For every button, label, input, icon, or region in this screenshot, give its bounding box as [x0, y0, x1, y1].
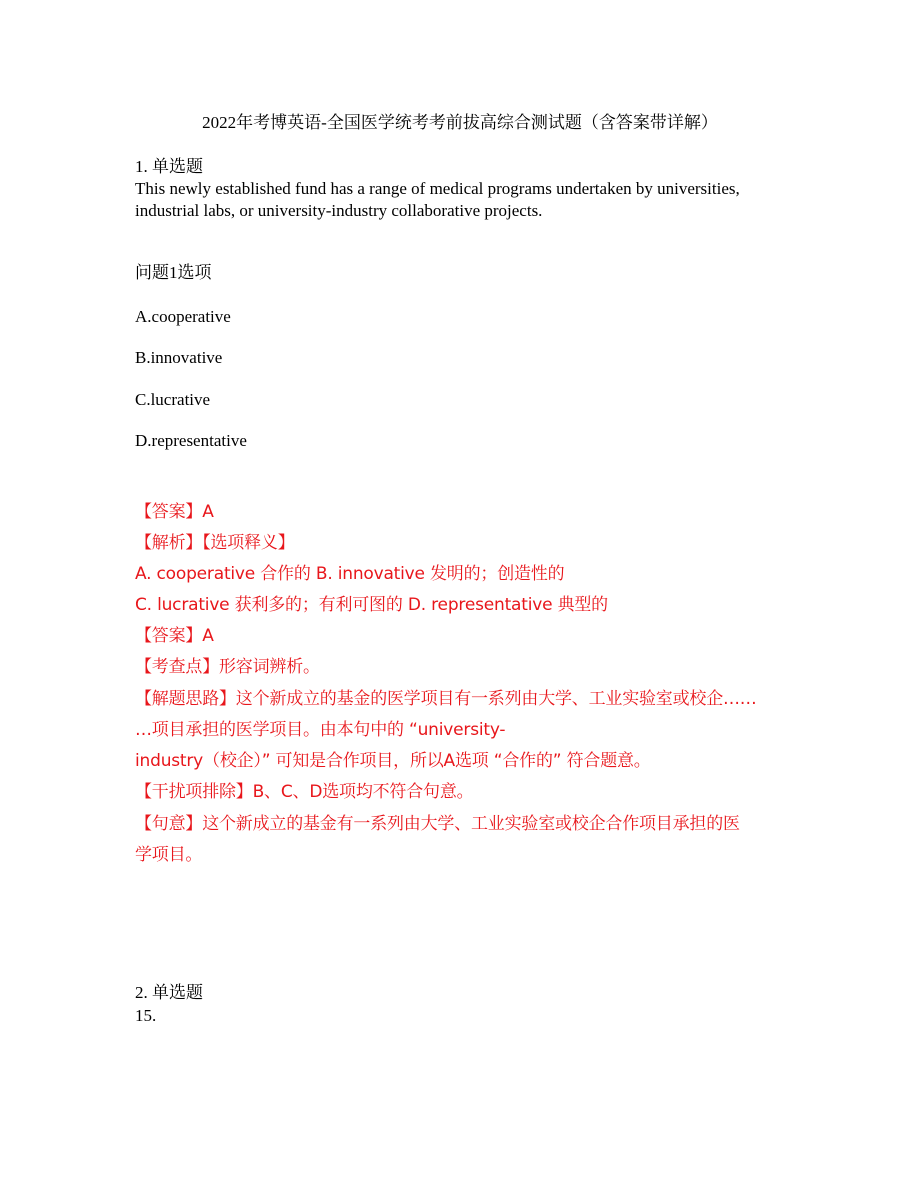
question-1-stem: This newly established fund has a range of medical programs undertaken by universities, industrial labs, or university-industry collaborative projects.: [135, 179, 740, 220]
answer-line-repeat: 【答案】A: [135, 626, 214, 646]
reasoning-line-2: …项目承担的医学项目。由本句中的 “university-: [135, 720, 506, 740]
option-a: A.cooperative: [135, 307, 231, 326]
analysis-heading: 【解析】【选项释义】: [135, 533, 295, 553]
translation-line-2: 学项目。: [135, 845, 203, 865]
option-d: D.representative: [135, 431, 247, 450]
distractor-line: 【干扰项排除】B、C、D选项均不符合句意。: [135, 782, 474, 802]
document-title: 2022年考博英语-全国医学统考考前拔高综合测试题（含答案带详解）: [202, 113, 718, 132]
option-gloss-line-1: A. cooperative 合作的 B. innovative 发明的；创造性的: [135, 564, 565, 584]
question-1-header: 1. 单选题: [135, 157, 203, 176]
option-gloss-line-2: C. lucrative 获利多的；有利可图的 D. representative 典型的: [135, 595, 608, 615]
question-2-stem: 15.: [135, 1006, 157, 1025]
option-b: B.innovative: [135, 348, 223, 367]
question-1-options-label: 问题1选项: [135, 263, 212, 282]
answer-line: 【答案】A: [135, 502, 214, 522]
question-2-header: 2. 单选题: [135, 983, 203, 1002]
reasoning-line-1: 【解题思路】这个新成立的基金的医学项目有一系列由大学、工业实验室或校企……: [135, 689, 757, 709]
option-c: C.lucrative: [135, 390, 211, 409]
reasoning-line-3: industry（校企）” 可知是合作项目，所以A选项 “合作的” 符合题意。: [135, 751, 651, 771]
test-point-line: 【考查点】形容词辨析。: [135, 657, 320, 677]
translation-line-1: 【句意】这个新成立的基金有一系列由大学、工业实验室或校企合作项目承担的医: [135, 814, 740, 834]
